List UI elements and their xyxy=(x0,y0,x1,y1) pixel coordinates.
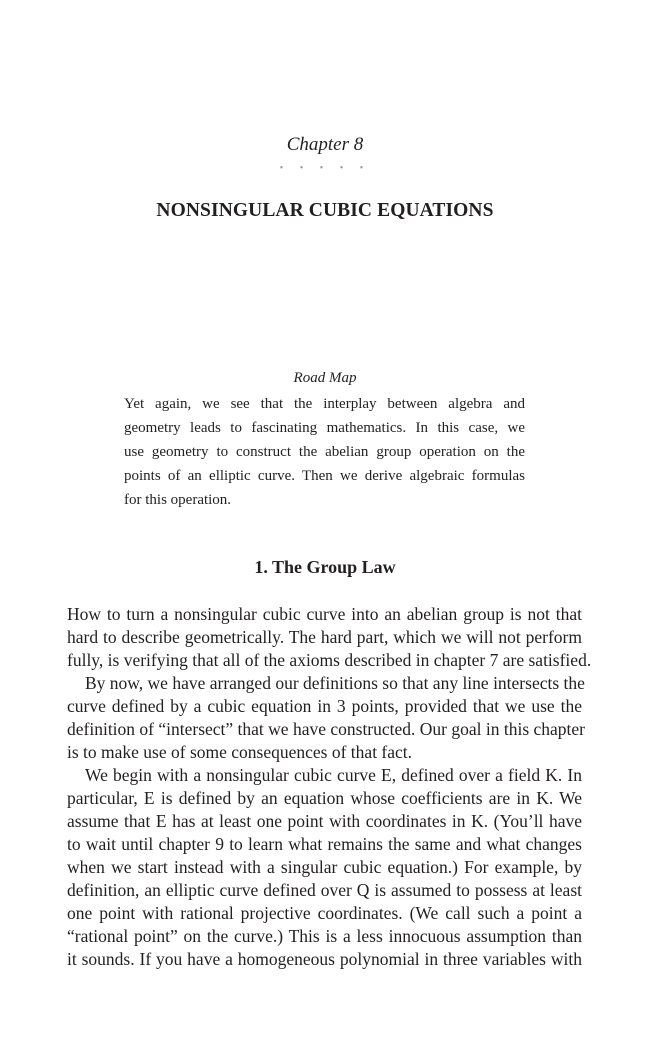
paragraph-line: hard to describe geometrically. The hard part, which we will not perform xyxy=(67,627,582,647)
paragraph-line: curve defined by a cubic equation in 3 points, provided that we use the xyxy=(67,696,582,716)
paragraph-line: is to make use of some consequences of that fact. xyxy=(67,742,413,762)
chapter-ornament: • • • • • xyxy=(279,163,371,174)
paragraph-line: fully, is verifying that all of the axioms described in chapter 7 are satisfied. xyxy=(67,650,592,670)
roadmap-line: points of an elliptic curve. Then we derive algebraic formulas xyxy=(124,468,525,484)
paragraph-line: definition, an elliptic curve defined over Q is assumed to possess at least xyxy=(67,880,582,900)
paragraph-line: when we start instead with a singular cubic equation.) For example, by xyxy=(67,857,582,877)
paragraph-line: assume that E has at least one point with coordinates in K. (You’ll have xyxy=(67,811,582,831)
paragraph-line: definition of “intersect” that we have constructed. Our goal in this chapter xyxy=(67,719,586,739)
paragraph-line: We begin with a nonsingular cubic curve E, defined over a field K. In xyxy=(85,765,582,785)
roadmap-line: Yet again, we see that the interplay between algebra and xyxy=(124,396,525,412)
roadmap-line: geometry leads to fascinating mathematics. In this case, we xyxy=(124,420,525,436)
roadmap-body xyxy=(124,392,525,512)
paragraph-line: “rational point” on the curve.) This is a less innocuous assumption than xyxy=(67,926,582,946)
paragraph-line: How to turn a nonsingular cubic curve into an abelian group is not that xyxy=(67,604,582,624)
chapter-label: Chapter 8 xyxy=(286,134,364,155)
paragraph-line: to wait until chapter 9 to learn what remains the same and what changes xyxy=(67,834,582,854)
paragraph-line: one point with rational projective coordinates. (We call such a point a xyxy=(67,903,582,923)
chapter-title: NONSINGULAR CUBIC EQUATIONS xyxy=(156,200,494,221)
roadmap-line: use geometry to construct the abelian group operation on the xyxy=(124,444,525,460)
paragraph-line: it sounds. If you have a homogeneous polynomial in three variables with xyxy=(67,949,582,969)
roadmap-line: for this operation. xyxy=(124,492,232,508)
section-title: 1. The Group Law xyxy=(254,557,396,577)
roadmap-title: Road Map xyxy=(293,370,357,386)
paragraph-line: By now, we have arranged our definitions so that any line intersects the xyxy=(85,673,585,693)
paragraph-line: particular, E is defined by an equation whose coefficients are in K. We xyxy=(67,788,582,808)
body-text xyxy=(67,603,592,971)
